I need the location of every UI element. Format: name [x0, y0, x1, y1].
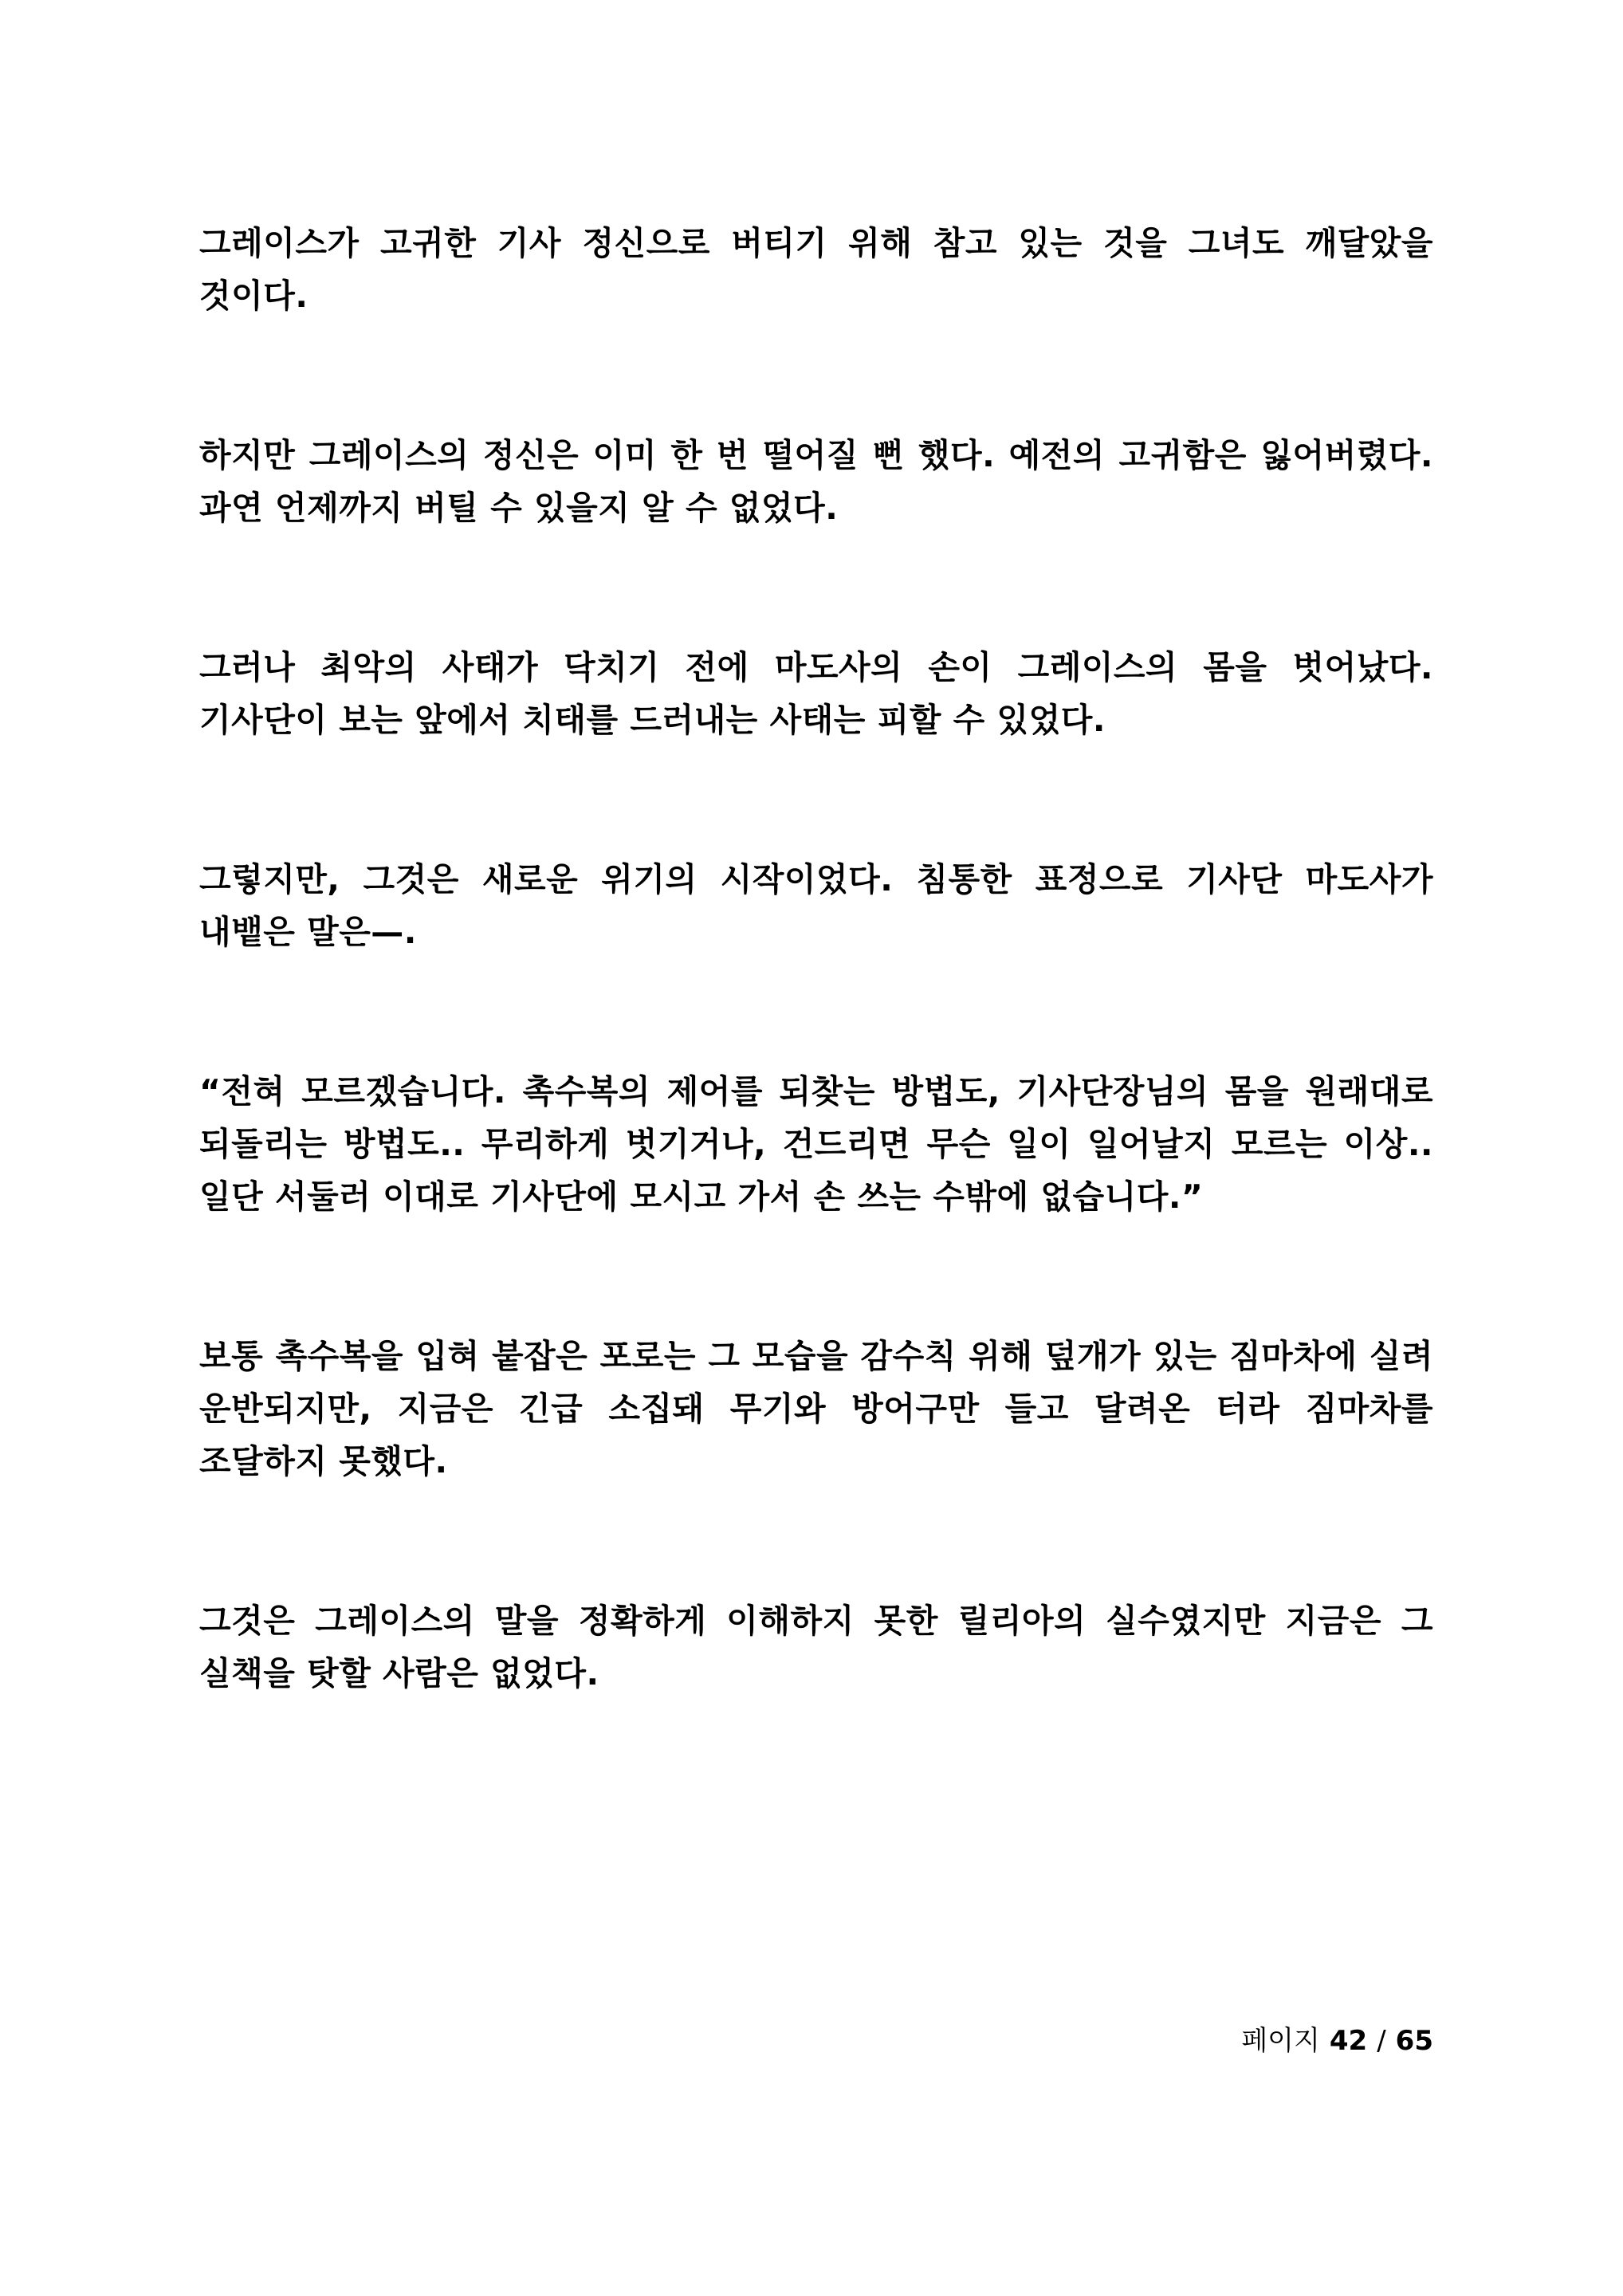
paragraph-5: “전혀 모르겠습니다. 촉수복의 제어를 되찾는 방법도, 기사단장님의 몸을 원래대로 되돌리는 방법도.. 무리하게 벗기거나, 건드리면 무슨 일이 일어날지 모르는 이상.. 일단 서둘러 이대로 기사단에 모시고 가서 손 쓰는 수밖에 없습니다.”	[199, 1072, 1433, 1216]
page-number-footer	[1241, 2023, 1433, 2058]
page-label: 페이지	[1241, 2025, 1320, 2057]
paragraph-2: 하지만 그레이스의 정신은 이미 한 번 떨어질 뻔 했다. 예전의 고귀함은 잃어버렸다. 과연 언제까지 버틸 수 있을지 알 수 없었다.	[199, 436, 1433, 527]
paragraph-3: 그러나 최악의 사태가 닥치기 전에 마도사의 손이 그레이스의 몸을 벗어났다. 기사단이 보는 앞에서 치태를 드러내는 사태는 피할 수 있었다.	[199, 648, 1433, 739]
page-separator: /	[1377, 2025, 1386, 2057]
current-page-number: 42	[1329, 2025, 1368, 2057]
paragraph-6: 보통 촉수복을 입혀 붙잡은 포로는 그 모습을 감수칙 위해 덮개가 있는 짐마차에 실려 운반되지만, 지금은 긴급 소집돼 무기와 방어구만 들고 달려온 터라 짐마차를 조달하지 못했다.	[199, 1337, 1433, 1480]
paragraph-4: 그렇지만, 그것은 새로운 위기의 시작이었다. 침통한 표정으로 기사단 마도사가 내뱉은 말은—.	[199, 860, 1433, 951]
total-page-count: 65	[1395, 2025, 1433, 2057]
paragraph-7: 그것은 그레이스의 말을 정확하게 이해하지 못한 릴리아의 실수였지만 지금은 그 실책을 탓할 사람은 없었다.	[199, 1602, 1433, 1693]
document-body	[199, 217, 1433, 1700]
paragraph-1: 그레이스가 고귀한 기사 정신으로 버티기 위해 참고 있는 것을 그녀도 깨달았을 것이다.	[199, 224, 1433, 315]
